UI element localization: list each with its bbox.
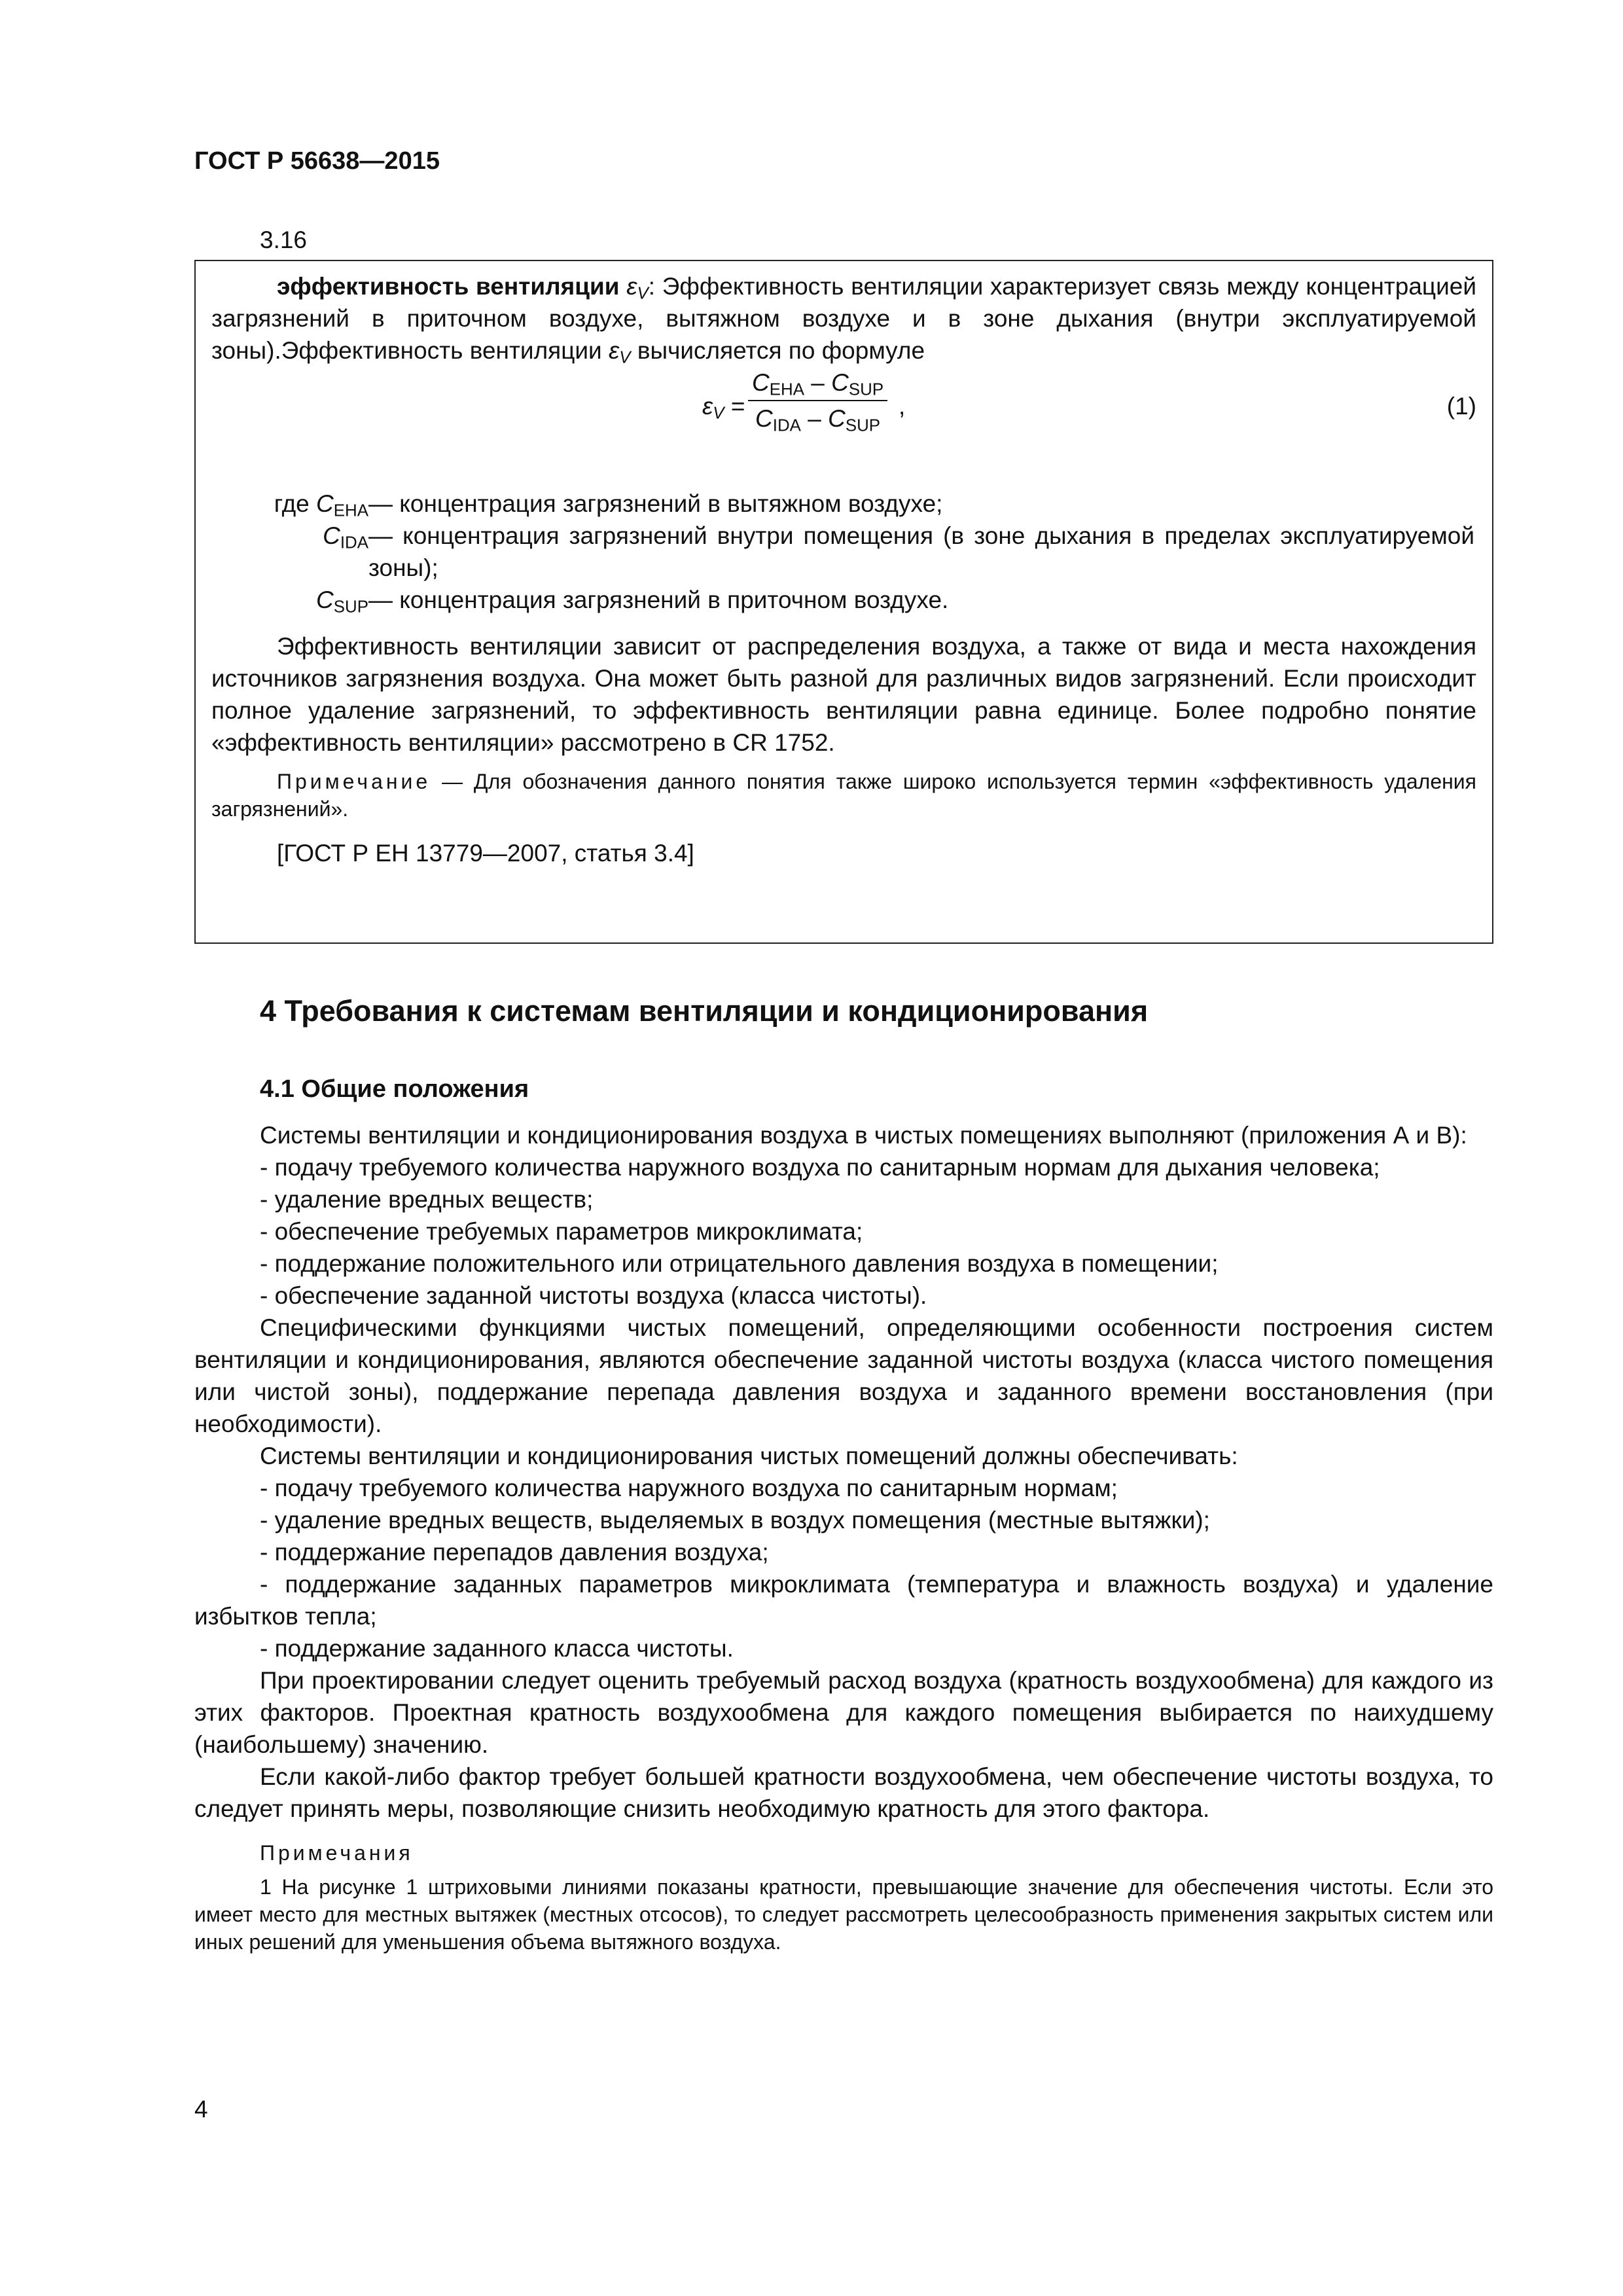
- section-body: [194, 1119, 1493, 1956]
- term-note: Примечание — Для обозначения данного понятия также широко используется термин «эффективность удаления загрязнений».: [211, 770, 1476, 821]
- term-definition-box: [194, 260, 1493, 944]
- list-item: - подачу требуемого количества наружного воздуха по санитарным нормам;: [260, 1475, 1118, 1501]
- term-number: 3.16: [260, 226, 308, 253]
- paragraph: Специфическими функциями чистых помещений, определяющими особенности построения систем вентиляции и кондиционирования, являются обеспечение заданной чистоты воздуха (класса чистого помещения или чистой зоны), поддержание перепада давления воздуха и заданного времени восстановления (при необходимости).: [194, 1314, 1493, 1437]
- list-item: - удаление вредных веществ, выделяемых в воздух помещения (местные вытяжки);: [260, 1507, 1210, 1534]
- term-definition: эффективность вентиляции $\varepsilon_V$: Эффективность вентиляции характеризует связь между концентрацией загрязнений в приточном воздухе, вытяжном воздухе и в зоне дыхания (внутри эксплуатируемой зоны).Эффективность вентиляции $\varepsilon_V$ вычисляется по формуле: [211, 273, 1477, 367]
- paragraph: При проектировании следует оценить требуемый расход воздуха (кратность воздухообмена) для каждого из этих факторов. Проектная кратность воздухообмена для каждого помещения выбирается по наихудшему (наибольшему) значению.: [194, 1667, 1493, 1758]
- section-title: 4 Требования к системам вентиляции и кондиционирования: [260, 994, 1149, 1028]
- list-item: - обеспечение требуемых параметров микроклимата;: [260, 1218, 863, 1245]
- where-list: [211, 488, 1476, 616]
- formula-number: (1): [1446, 393, 1476, 420]
- term-symbol: ε: [626, 273, 637, 300]
- list-item: - удаление вредных веществ;: [260, 1186, 594, 1213]
- where-item: $C_{IDA}—$ концентрация загрязнений внутри помещения (в зоне дыхания в пределах эксплуатируемой зоны);: [323, 522, 1474, 581]
- formula-comma: ,: [899, 393, 906, 420]
- term-source: [ГОСТ Р ЕН 13779—2007, статья 3.4]: [277, 840, 694, 867]
- page-number: 4: [194, 2096, 208, 2123]
- term-name: эффективность вентиляции: [277, 273, 620, 300]
- list-item: - поддержание заданных параметров микроклимата (температура и влажность воздуха) и удаление избытков тепла;: [194, 1571, 1493, 1630]
- paragraph: Системы вентиляции и кондиционирования чистых помещений должны обеспечивать:: [260, 1443, 1238, 1469]
- note-label: Примечание: [277, 770, 431, 793]
- note-item: 1 На рисунке 1 штриховыми линиями показаны кратности, превышающие значение для обеспечения чистоты. Если это имеет место для местных вытяжек (местных отсосов), то следует рассмотреть целесообразность применения закрытых систем или иных решений для уменьшения объема вытяжного воздуха.: [194, 1875, 1493, 1954]
- formula-denominator: $C_{IDA} - C_{SUP}$: [755, 405, 881, 435]
- paragraph: Если какой-либо фактор требует большей кратности воздухообмена, чем обеспечение чистоты воздуха, то следует принять меры, позволяющие снизить необходимую кратность для этого фактора.: [194, 1763, 1493, 1822]
- formula-lhs: $\varepsilon_V$ =: [702, 393, 745, 423]
- notes-title: Примечания: [260, 1841, 414, 1865]
- where-item: где $C_{EHA}—$ концентрация загрязнений в вытяжном воздухе;: [274, 490, 943, 520]
- list-item: - обеспечение заданной чистоты воздуха (класса чистоты).: [260, 1282, 927, 1309]
- formula-fraction: [748, 367, 887, 435]
- document-code: ГОСТ Р 56638—2015: [194, 147, 440, 175]
- term-explanation: Эффективность вентиляции зависит от распределения воздуха, а также от вида и места нахождения источников загрязнения воздуха. Она может быть разной для различных видов загрязнений. Если происходит полное удаление загрязнений, то эффективность вентиляции равна единице. Более подробно понятие «эффективность вентиляции» рассмотрено в CR 1752.: [211, 633, 1476, 756]
- list-item: - поддержание положительного или отрицательного давления воздуха в помещении;: [260, 1250, 1219, 1277]
- list-item: - подачу требуемого количества наружного воздуха по санитарным нормам для дыхания человека;: [260, 1154, 1380, 1181]
- subsection-title: 4.1 Общие положения: [260, 1075, 529, 1103]
- paragraph: Системы вентиляции и кондиционирования воздуха в чистых помещениях выполняют (приложения А и В):: [260, 1122, 1467, 1149]
- where-item: $C_{SUP}—$ концентрация загрязнений в приточном воздухе.: [316, 586, 949, 617]
- list-item: - поддержание заданного класса чистоты.: [260, 1635, 734, 1662]
- formula-1: [211, 367, 1476, 488]
- list-item: - поддержание перепадов давления воздуха;: [260, 1539, 769, 1566]
- formula-numerator: $C_{EHA} - C_{SUP}$: [748, 367, 887, 401]
